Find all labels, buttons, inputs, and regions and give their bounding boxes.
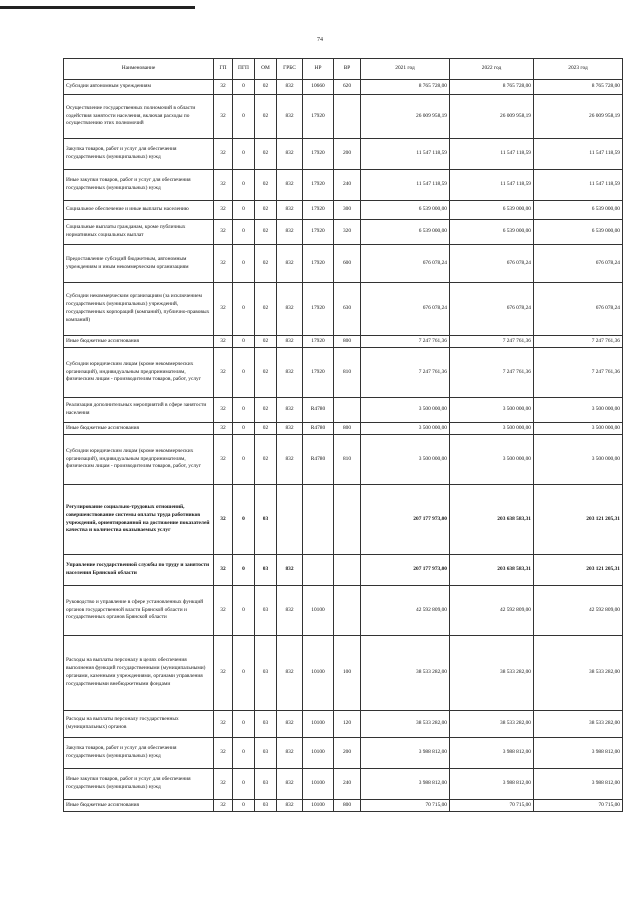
cell-grbs: 832	[277, 555, 303, 586]
cell-pgp: 0	[233, 80, 255, 95]
cell-gp: 32	[214, 398, 233, 423]
cell-name: Осуществление государственных полномочий в области содействия занятости населения, включая расходы по осуществлению этих полномочий	[64, 95, 214, 139]
cell-pgp: 0	[233, 738, 255, 769]
cell-nr: 17920	[303, 95, 334, 139]
cell-name: Социальное обеспечение и иные выплаты населению	[64, 201, 214, 220]
cell-y2023: 676 078,24	[534, 283, 623, 336]
cell-gp: 32	[214, 435, 233, 485]
cell-gp: 32	[214, 738, 233, 769]
col-grbs-header: ГРБС	[277, 59, 303, 80]
cell-vr: 810	[334, 435, 361, 485]
cell-grbs: 832	[277, 348, 303, 398]
col-2023-header: 2023 год	[534, 59, 623, 80]
cell-y2022: 6 539 000,00	[450, 220, 534, 245]
cell-gp: 32	[214, 95, 233, 139]
cell-y2022: 70 715,00	[450, 800, 534, 812]
cell-y2022: 11 547 118,59	[450, 139, 534, 170]
cell-pgp: 0	[233, 398, 255, 423]
cell-name: Управление государственной службы по труду и занятости населения Брянской области	[64, 555, 214, 586]
cell-gp: 32	[214, 348, 233, 398]
cell-name: Иные бюджетные ассигнования	[64, 800, 214, 812]
cell-grbs: 832	[277, 80, 303, 95]
cell-y2021: 676 078,24	[361, 245, 450, 283]
cell-name: Закупка товаров, работ и услуг для обеспечения государственных (муниципальных) нужд	[64, 139, 214, 170]
table-row	[64, 80, 623, 95]
cell-y2023: 8 765 728,00	[534, 80, 623, 95]
table-row	[64, 636, 623, 711]
cell-y2021: 207 177 973,00	[361, 555, 450, 586]
cell-gp: 32	[214, 711, 233, 738]
cell-name: Расходы на выплаты персоналу в целях обеспечения выполнения функций государственными (муниципальными) органами, казенными учреждениями, органами управления государственными внебюджетными фондами	[64, 636, 214, 711]
cell-vr: 800	[334, 800, 361, 812]
table-row	[64, 398, 623, 423]
cell-grbs	[277, 485, 303, 555]
cell-y2022: 7 247 761,36	[450, 336, 534, 348]
page-number: 74	[317, 37, 323, 43]
cell-name: Иные бюджетные ассигнования	[64, 336, 214, 348]
cell-pgp: 0	[233, 636, 255, 711]
cell-pgp: 0	[233, 769, 255, 800]
cell-grbs: 832	[277, 435, 303, 485]
table-row	[64, 95, 623, 139]
cell-y2022: 7 247 761,36	[450, 348, 534, 398]
cell-grbs: 832	[277, 245, 303, 283]
cell-y2022: 11 547 118,59	[450, 170, 534, 201]
cell-nr: R4780	[303, 398, 334, 423]
table-row	[64, 738, 623, 769]
cell-gp: 32	[214, 636, 233, 711]
cell-y2023: 203 121 205,31	[534, 485, 623, 555]
cell-name: Руководство и управление в сфере установленных функций органов государственной власти Брянской области и государственных органов Брянской области	[64, 586, 214, 636]
cell-pgp: 0	[233, 245, 255, 283]
cell-pgp: 0	[233, 555, 255, 586]
cell-gp: 32	[214, 80, 233, 95]
cell-y2023: 676 078,24	[534, 245, 623, 283]
cell-y2023: 3 500 000,00	[534, 435, 623, 485]
cell-y2021: 8 765 728,00	[361, 80, 450, 95]
cell-y2023: 38 533 282,00	[534, 636, 623, 711]
table-row	[64, 220, 623, 245]
cell-om: 02	[255, 283, 277, 336]
cell-vr: 620	[334, 80, 361, 95]
cell-vr: 300	[334, 201, 361, 220]
table-row	[64, 711, 623, 738]
budget-table	[63, 58, 623, 812]
cell-om: 02	[255, 423, 277, 435]
cell-y2022: 26 009 958,19	[450, 95, 534, 139]
cell-gp: 32	[214, 336, 233, 348]
cell-om: 03	[255, 485, 277, 555]
cell-pgp: 0	[233, 283, 255, 336]
table-row	[64, 170, 623, 201]
cell-pgp: 0	[233, 435, 255, 485]
cell-gp: 32	[214, 139, 233, 170]
table-row	[64, 201, 623, 220]
cell-y2022: 3 500 000,00	[450, 398, 534, 423]
cell-gp: 32	[214, 769, 233, 800]
cell-y2023: 3 500 000,00	[534, 398, 623, 423]
cell-y2021: 6 539 000,00	[361, 201, 450, 220]
cell-grbs: 832	[277, 800, 303, 812]
cell-vr: 100	[334, 636, 361, 711]
cell-grbs: 832	[277, 283, 303, 336]
cell-pgp: 0	[233, 170, 255, 201]
cell-gp: 32	[214, 283, 233, 336]
table-row	[64, 423, 623, 435]
cell-y2022: 3 500 000,00	[450, 423, 534, 435]
cell-gp: 32	[214, 201, 233, 220]
cell-nr: R4780	[303, 423, 334, 435]
cell-pgp: 0	[233, 95, 255, 139]
cell-nr: 17920	[303, 201, 334, 220]
cell-nr: 10100	[303, 769, 334, 800]
cell-grbs: 832	[277, 586, 303, 636]
cell-gp: 32	[214, 245, 233, 283]
cell-nr: 17920	[303, 336, 334, 348]
cell-nr: 10100	[303, 711, 334, 738]
cell-name: Иные закупки товаров, работ и услуг для обеспечения государственных (муниципальных) нужд	[64, 769, 214, 800]
cell-name: Иные закупки товаров, работ и услуг для обеспечения государственных (муниципальных) нужд	[64, 170, 214, 201]
table-row	[64, 769, 623, 800]
cell-y2021: 38 533 282,00	[361, 711, 450, 738]
col-nr-header: НР	[303, 59, 334, 80]
cell-name: Социальные выплаты гражданам, кроме публичных нормативных социальных выплат	[64, 220, 214, 245]
cell-name: Реализация дополнительных мероприятий в сфере занятости населения	[64, 398, 214, 423]
cell-nr: 17920	[303, 220, 334, 245]
cell-y2022: 676 078,24	[450, 283, 534, 336]
cell-vr: 800	[334, 336, 361, 348]
cell-nr	[303, 485, 334, 555]
cell-y2023: 3 988 812,00	[534, 738, 623, 769]
cell-pgp: 0	[233, 485, 255, 555]
cell-grbs: 832	[277, 139, 303, 170]
cell-pgp: 0	[233, 423, 255, 435]
cell-nr: 17920	[303, 283, 334, 336]
cell-vr: 810	[334, 348, 361, 398]
cell-gp: 32	[214, 423, 233, 435]
cell-om: 03	[255, 800, 277, 812]
table-row	[64, 139, 623, 170]
cell-name: Субсидии юридическим лицам (кроме некоммерческих организаций), индивидуальным предпринимателям, физическим лицам - производителям товаров, работ, услуг	[64, 435, 214, 485]
cell-y2021: 11 547 118,59	[361, 170, 450, 201]
cell-nr: 10100	[303, 586, 334, 636]
cell-nr	[303, 555, 334, 586]
cell-om: 02	[255, 245, 277, 283]
cell-y2023: 6 539 000,00	[534, 201, 623, 220]
cell-y2023: 203 121 205,31	[534, 555, 623, 586]
cell-pgp: 0	[233, 139, 255, 170]
cell-nr: 17920	[303, 245, 334, 283]
table-row	[64, 555, 623, 586]
cell-pgp: 0	[233, 348, 255, 398]
cell-pgp: 0	[233, 800, 255, 812]
cell-vr: 240	[334, 170, 361, 201]
cell-om: 02	[255, 139, 277, 170]
cell-grbs: 832	[277, 711, 303, 738]
cell-vr: 800	[334, 423, 361, 435]
cell-y2022: 3 500 000,00	[450, 435, 534, 485]
cell-y2022: 42 592 809,00	[450, 586, 534, 636]
table-row	[64, 435, 623, 485]
cell-y2023: 7 247 761,36	[534, 336, 623, 348]
cell-y2023: 70 715,00	[534, 800, 623, 812]
col-pgp-header: ПГП	[233, 59, 255, 80]
cell-y2021: 11 547 118,59	[361, 139, 450, 170]
cell-om: 02	[255, 201, 277, 220]
cell-y2022: 203 638 583,31	[450, 485, 534, 555]
cell-vr	[334, 398, 361, 423]
table-row	[64, 283, 623, 336]
cell-om: 02	[255, 170, 277, 201]
cell-y2021: 3 500 000,00	[361, 398, 450, 423]
cell-y2021: 207 177 973,00	[361, 485, 450, 555]
cell-om: 02	[255, 398, 277, 423]
cell-y2022: 6 539 000,00	[450, 201, 534, 220]
cell-pgp: 0	[233, 711, 255, 738]
cell-y2021: 42 592 809,00	[361, 586, 450, 636]
cell-y2021: 26 009 958,19	[361, 95, 450, 139]
cell-y2023: 11 547 118,59	[534, 139, 623, 170]
cell-name: Субсидии некоммерческим организациям (за исключением государственных (муниципальных) учреждений, государственных корпораций (компаний), публично-правовых компаний)	[64, 283, 214, 336]
cell-grbs: 832	[277, 423, 303, 435]
cell-om: 03	[255, 586, 277, 636]
cell-vr	[334, 586, 361, 636]
cell-grbs: 832	[277, 201, 303, 220]
cell-om: 02	[255, 336, 277, 348]
cell-om: 02	[255, 220, 277, 245]
cell-vr	[334, 485, 361, 555]
cell-y2023: 6 539 000,00	[534, 220, 623, 245]
cell-y2023: 11 547 118,59	[534, 170, 623, 201]
cell-y2021: 3 500 000,00	[361, 435, 450, 485]
top-rule	[0, 6, 195, 9]
cell-y2021: 3 988 812,00	[361, 738, 450, 769]
col-om-header: ОМ	[255, 59, 277, 80]
cell-om: 02	[255, 435, 277, 485]
cell-y2022: 3 988 812,00	[450, 738, 534, 769]
cell-y2021: 70 715,00	[361, 800, 450, 812]
cell-gp: 32	[214, 220, 233, 245]
cell-y2023: 38 533 282,00	[534, 711, 623, 738]
cell-y2023: 3 988 812,00	[534, 769, 623, 800]
cell-nr: 10100	[303, 800, 334, 812]
cell-name: Субсидии автономным учреждениям	[64, 80, 214, 95]
cell-vr: 200	[334, 738, 361, 769]
cell-name: Иные бюджетные ассигнования	[64, 423, 214, 435]
cell-vr	[334, 95, 361, 139]
table-row	[64, 800, 623, 812]
cell-name: Закупка товаров, работ и услуг для обеспечения государственных (муниципальных) нужд	[64, 738, 214, 769]
cell-y2023: 7 247 761,36	[534, 348, 623, 398]
cell-pgp: 0	[233, 201, 255, 220]
cell-y2021: 3 500 000,00	[361, 423, 450, 435]
cell-y2021: 3 988 812,00	[361, 769, 450, 800]
table-row	[64, 336, 623, 348]
cell-nr: 10100	[303, 636, 334, 711]
cell-grbs: 832	[277, 95, 303, 139]
table-row	[64, 245, 623, 283]
table-row	[64, 586, 623, 636]
cell-vr: 240	[334, 769, 361, 800]
cell-om: 03	[255, 555, 277, 586]
cell-vr: 120	[334, 711, 361, 738]
cell-grbs: 832	[277, 398, 303, 423]
cell-grbs: 832	[277, 336, 303, 348]
cell-om: 03	[255, 711, 277, 738]
cell-name: Расходы на выплаты персоналу государственных (муниципальных) органов	[64, 711, 214, 738]
cell-y2022: 3 988 812,00	[450, 769, 534, 800]
cell-name: Субсидии юридическим лицам (кроме некоммерческих организаций), индивидуальным предпринимателям, физическим лицам - производителям товаров, работ, услуг	[64, 348, 214, 398]
cell-y2022: 203 638 583,31	[450, 555, 534, 586]
cell-om: 02	[255, 348, 277, 398]
cell-y2021: 7 247 761,36	[361, 348, 450, 398]
cell-grbs: 832	[277, 769, 303, 800]
col-vr-header: ВР	[334, 59, 361, 80]
cell-nr: 17920	[303, 139, 334, 170]
cell-om: 02	[255, 80, 277, 95]
cell-grbs: 832	[277, 220, 303, 245]
cell-nr: 17920	[303, 348, 334, 398]
col-gp-header: ГП	[214, 59, 233, 80]
cell-gp: 32	[214, 485, 233, 555]
cell-vr: 600	[334, 245, 361, 283]
col-2022-header: 2022 год	[450, 59, 534, 80]
cell-y2023: 42 592 809,00	[534, 586, 623, 636]
cell-nr: 10100	[303, 738, 334, 769]
cell-name: Предоставление субсидий бюджетным, автономным учреждениям и иным некоммерческим организациям	[64, 245, 214, 283]
cell-pgp: 0	[233, 586, 255, 636]
cell-nr: R4780	[303, 435, 334, 485]
cell-grbs: 832	[277, 636, 303, 711]
cell-gp: 32	[214, 555, 233, 586]
cell-gp: 32	[214, 586, 233, 636]
cell-y2021: 38 533 282,00	[361, 636, 450, 711]
cell-nr: 17920	[303, 170, 334, 201]
cell-y2021: 676 078,24	[361, 283, 450, 336]
cell-om: 03	[255, 738, 277, 769]
cell-vr: 320	[334, 220, 361, 245]
cell-grbs: 832	[277, 738, 303, 769]
cell-pgp: 0	[233, 220, 255, 245]
col-2021-header: 2021 год	[361, 59, 450, 80]
cell-om: 03	[255, 636, 277, 711]
cell-y2023: 3 500 000,00	[534, 423, 623, 435]
cell-om: 02	[255, 95, 277, 139]
header-row	[64, 59, 623, 80]
cell-vr	[334, 555, 361, 586]
cell-nr: 10660	[303, 80, 334, 95]
col-name-header: Наименование	[64, 59, 214, 80]
table-row	[64, 348, 623, 398]
cell-pgp: 0	[233, 336, 255, 348]
cell-vr: 630	[334, 283, 361, 336]
cell-y2021: 6 539 000,00	[361, 220, 450, 245]
cell-y2022: 676 078,24	[450, 245, 534, 283]
cell-gp: 32	[214, 170, 233, 201]
table-row	[64, 485, 623, 555]
table-body	[64, 80, 623, 812]
cell-vr: 200	[334, 139, 361, 170]
cell-gp: 32	[214, 800, 233, 812]
cell-name: Регулирование социально-трудовых отношений, совершенствование системы оплаты труда работников учреждений, ориентированной на достижение показателей качества и количества оказываемых услуг	[64, 485, 214, 555]
cell-y2021: 7 247 761,36	[361, 336, 450, 348]
cell-grbs: 832	[277, 170, 303, 201]
cell-y2022: 8 765 728,00	[450, 80, 534, 95]
cell-y2023: 26 009 958,19	[534, 95, 623, 139]
cell-y2022: 38 533 282,00	[450, 636, 534, 711]
cell-y2022: 38 533 282,00	[450, 711, 534, 738]
cell-om: 03	[255, 769, 277, 800]
